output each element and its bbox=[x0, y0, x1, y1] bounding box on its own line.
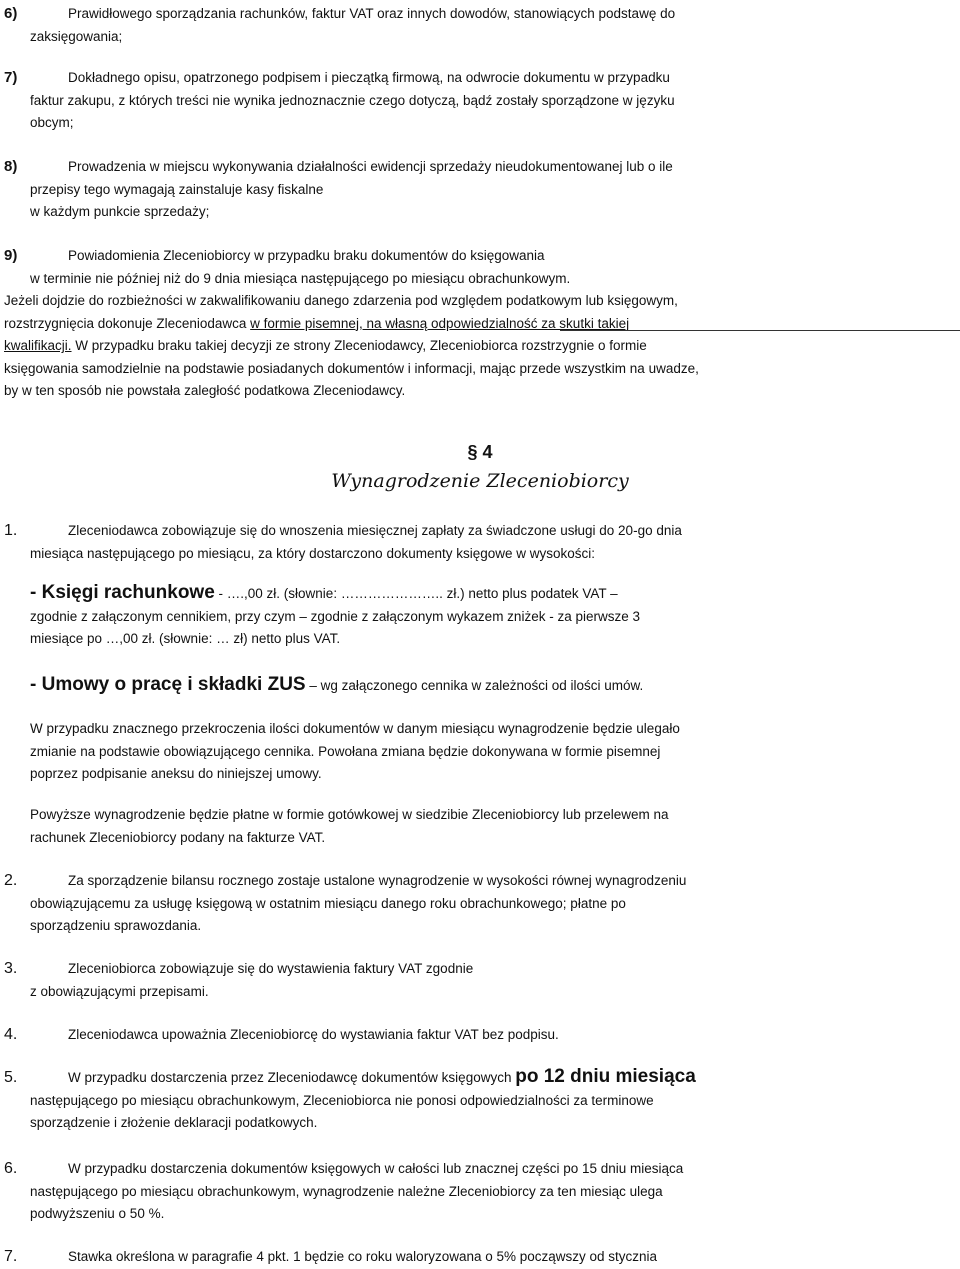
underlined-segment: kwalifikacji. bbox=[4, 338, 72, 353]
clause-7 bbox=[0, 1246, 960, 1269]
paragraph-line: Jeżeli dojdzie do rozbieżności w zakwalifikowaniu danego zdarzenia pod względem podatkowym lub księgowym, bbox=[4, 293, 678, 308]
section-title: Wynagrodzenie Zleceniobiorcy bbox=[331, 470, 629, 492]
bullet-text-line: zgodnie z załączonym cennikiem, przy czym – zgodnie z załączonym wykazem zniżek - za pierwsze 3 bbox=[30, 608, 640, 624]
clause-text-line: z obowiązującymi przepisami. bbox=[30, 983, 209, 999]
bullet-text-line: miesiące po …,00 zł. (słownie: … zł) netto plus VAT. bbox=[30, 631, 341, 646]
clause-text-line: sporządzenie i złożenie deklaracji podatkowych. bbox=[30, 1115, 318, 1130]
list-item-8 bbox=[0, 156, 960, 224]
clause-text-line bbox=[68, 1066, 696, 1090]
divider-line bbox=[560, 330, 960, 331]
clause-text-line: obowiązującemu za usługę księgową w ostatnim miesiącu danego roku obrachunkowego; płatne po bbox=[30, 895, 626, 911]
clause-1-para-3 bbox=[0, 804, 960, 849]
clause-text-line: Powyższe wynagrodzenie będzie płatne w formie gotówkowej w siedzibie Zleceniobiorcy lub przelewem na bbox=[30, 807, 669, 822]
item-text-line: Dokładnego opisu, opatrzonego podpisem i pieczątką firmową, na odwrocie dokumentu w przypadku bbox=[68, 70, 670, 85]
item-text-line: obcym; bbox=[30, 115, 74, 130]
item-text-line: zaksięgowania; bbox=[30, 28, 123, 44]
paragraph-segment: rozstrzygnięcia dokonuje Zleceniodawca bbox=[4, 315, 247, 331]
item-number: 8) bbox=[4, 158, 18, 175]
emphasis-segment: po 12 dniu miesiąca bbox=[515, 1066, 696, 1087]
clause-text-line: W przypadku znacznego przekroczenia ilości dokumentów w danym miesiącu wynagrodzenie będzie ulegało bbox=[30, 721, 680, 736]
item-text-line: w każdym punkcie sprzedaży; bbox=[30, 204, 210, 219]
item-number: 7) bbox=[4, 69, 18, 86]
clause-number: 4. bbox=[4, 1026, 18, 1043]
clause-1 bbox=[0, 520, 960, 565]
bullet-umowy bbox=[0, 674, 960, 698]
item-number: 6) bbox=[4, 5, 18, 22]
clause-segment: W przypadku dostarczenia przez Zleceniodawcę dokumentów księgowych bbox=[68, 1070, 516, 1085]
item-text-line: przepisy tego wymagają zainstaluje kasy fiskalne bbox=[30, 181, 324, 197]
clause-text-line: Stawka określona w paragrafie 4 pkt. 1 będzie co roku waloryzowana o 5% począwszy od stycznia bbox=[68, 1249, 658, 1264]
clause-number: 5. bbox=[4, 1069, 18, 1086]
item-number: 9) bbox=[4, 247, 18, 264]
paragraph-line bbox=[0, 335, 960, 358]
underlined-segment: w formie pisemnej, na własną odpowiedzialność za skutki takiej bbox=[250, 315, 630, 331]
paragraph-line: by w ten sposób nie powstała zaległość podatkowa Zleceniodawcy. bbox=[4, 383, 406, 398]
list-item-7 bbox=[0, 67, 960, 135]
clause-3 bbox=[0, 958, 960, 1003]
item-text-line: w terminie nie później niż do 9 dnia miesiąca następującego po miesiącu obrachunkowym. bbox=[30, 270, 571, 286]
clause-text-line: Zleceniodawca zobowiązuje się do wnoszenia miesięcznej zapłaty za świadczone usługi do 20-go dnia bbox=[68, 523, 682, 538]
bullet-text: - ….,00 zł. (słownie: ………………….. zł.) netto plus podatek VAT – bbox=[214, 586, 618, 601]
clause-text-line: poprzez podpisanie aneksu do niniejszej umowy. bbox=[30, 766, 322, 781]
paragraph-line: księgowania samodzielnie na podstawie posiadanych dokumentów i informacji, mając przede wszystkim na uwadze, bbox=[4, 360, 699, 376]
clause-5 bbox=[0, 1066, 960, 1135]
item-text-line: Prawidłowego sporządzania rachunków, faktur VAT oraz innych dowodów, stanowiących podstawę do bbox=[68, 6, 676, 21]
clause-text-line: następującego po miesiącu obrachunkowym, Zleceniobiorca nie ponosi odpowiedzialności za terminowe bbox=[30, 1092, 654, 1108]
paragraph-line bbox=[0, 313, 960, 336]
clause-6 bbox=[0, 1158, 960, 1226]
item-text-line: Prowadzenia w miejscu wykonywania działalności ewidencji sprzedaży nieudokumentowanej lub o ile bbox=[68, 159, 673, 174]
list-item-6 bbox=[0, 3, 960, 48]
clause-number: 6. bbox=[4, 1160, 18, 1177]
section-number: § 4 bbox=[467, 442, 493, 462]
clause-1-para-2 bbox=[0, 718, 960, 786]
clause-4 bbox=[0, 1024, 960, 1047]
clause-2 bbox=[0, 870, 960, 938]
clause-text-line: rachunek Zleceniobiorcy podany na fakturze VAT. bbox=[30, 829, 326, 845]
clause-text-line: Za sporządzenie bilansu rocznego zostaje ustalone wynagrodzenie w wysokości równej wynagrodzeniu bbox=[68, 873, 687, 888]
clause-text-line: miesiąca następującego po miesiącu, za który dostarczono dokumenty księgowe w wysokości: bbox=[30, 545, 596, 561]
item-text-line: faktur zakupu, z których treści nie wynika jednoznacznie czego dotyczą, bądź zostały sporządzone w języku bbox=[30, 92, 675, 108]
clause-text-line: podwyższeniu o 50 %. bbox=[30, 1206, 165, 1221]
bullet-text: – wg załączonego cennika w zależności od ilości umów. bbox=[305, 678, 644, 693]
clause-text-line: W przypadku dostarczenia dokumentów księgowych w całości lub znacznej części po 15 dniu miesiąca bbox=[68, 1161, 684, 1176]
paragraph-discrepancy bbox=[0, 290, 960, 403]
bullet-ksiegi bbox=[0, 582, 960, 651]
clause-number: 3. bbox=[4, 960, 18, 977]
clause-number: 7. bbox=[4, 1248, 18, 1265]
clause-text-line: Zleceniobiorca zobowiązuje się do wystawienia faktury VAT zgodnie bbox=[68, 961, 474, 976]
list-item-9 bbox=[0, 245, 960, 290]
bullet-label: - Umowy o pracę i składki ZUS bbox=[30, 674, 306, 695]
paragraph-segment: W przypadku braku takiej decyzji ze strony Zleceniodawcy, Zleceniobiorca rozstrzygnie o formie bbox=[71, 338, 647, 353]
bullet-label: - Księgi rachunkowe bbox=[30, 582, 215, 603]
clause-number: 1. bbox=[4, 522, 18, 539]
clause-text-line: Zleceniodawca upoważnia Zleceniobiorcę do wystawiania faktur VAT bez podpisu. bbox=[68, 1027, 559, 1042]
item-text-line: Powiadomienia Zleceniobiorcy w przypadku braku dokumentów do księgowania bbox=[68, 248, 545, 263]
clause-text-line: zmianie na podstawie obowiązującego cennika. Powołana zmiana będzie dokonywana w formie pisemnej bbox=[30, 743, 661, 759]
clause-text-line: następującego po miesiącu obrachunkowym, wynagrodzenie należne Zleceniobiorcy za ten miesiąc ulega bbox=[30, 1183, 663, 1199]
clause-number: 2. bbox=[4, 872, 18, 889]
clause-text-line: sporządzeniu sprawozdania. bbox=[30, 918, 202, 933]
